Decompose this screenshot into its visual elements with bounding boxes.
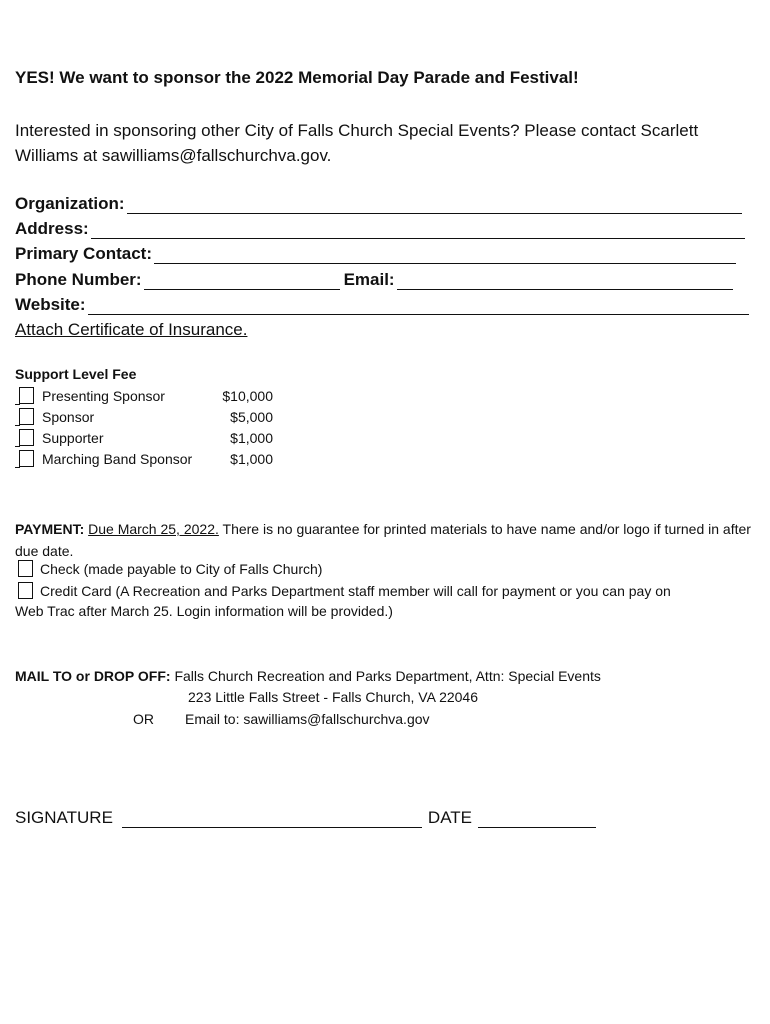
- payment-label: PAYMENT:: [15, 521, 85, 537]
- phone-email-row: [15, 270, 733, 290]
- signature-line[interactable]: [122, 811, 422, 828]
- level-name: Supporter: [42, 429, 104, 446]
- check-option-label: Check (made payable to City of Falls Church): [40, 560, 323, 577]
- credit-option-continued: Web Trac after March 25. Login information will be provided.): [15, 603, 393, 619]
- date-line[interactable]: [478, 811, 596, 828]
- payment-option-credit[interactable]: [15, 582, 671, 599]
- date-label: DATE: [427, 808, 472, 827]
- email-label: Email:: [343, 270, 395, 289]
- signature-label: SIGNATURE: [15, 808, 113, 827]
- form-title: YES! We want to sponsor the 2022 Memorial Day Parade and Festival!: [15, 68, 579, 87]
- organization-label: Organization:: [15, 194, 125, 213]
- address-line[interactable]: [91, 223, 745, 239]
- checkbox[interactable]: [18, 560, 33, 577]
- organization-line[interactable]: [127, 198, 742, 214]
- primary-contact-line[interactable]: [154, 248, 736, 264]
- level-fee: $10,000: [222, 387, 273, 404]
- support-level-header: Support Level Fee: [15, 366, 137, 382]
- mail-email: Email to: sawilliams@fallschurchva.gov: [185, 711, 430, 727]
- support-level-row[interactable]: [15, 429, 273, 446]
- address-field[interactable]: [15, 219, 745, 239]
- support-level-row[interactable]: [15, 450, 273, 467]
- mail-label: MAIL TO or DROP OFF:: [15, 668, 171, 684]
- payment-note: There is no guarantee for printed materials to have name and/or logo if turned in after due date.: [15, 521, 751, 559]
- payment-section: [15, 519, 760, 562]
- mail-or: OR: [133, 711, 154, 727]
- phone-line[interactable]: [144, 274, 340, 290]
- website-line[interactable]: [88, 299, 749, 315]
- support-level-row[interactable]: [15, 408, 273, 425]
- checkbox[interactable]: [19, 387, 34, 404]
- level-fee: $1,000: [230, 450, 273, 467]
- website-label: Website:: [15, 295, 86, 314]
- attach-insurance-link[interactable]: Attach Certificate of Insurance.: [15, 320, 248, 339]
- level-name: Presenting Sponsor: [42, 387, 165, 404]
- email-line[interactable]: [397, 274, 733, 290]
- support-level-row[interactable]: [15, 387, 273, 404]
- payment-option-check[interactable]: [15, 560, 322, 577]
- checkbox[interactable]: [19, 450, 34, 467]
- signature-row: [15, 808, 602, 828]
- checkbox[interactable]: [19, 408, 34, 425]
- level-name: Marching Band Sponsor: [42, 450, 193, 467]
- payment-due-date: Due March 25, 2022.: [88, 521, 219, 537]
- mail-address-2: 223 Little Falls Street - Falls Church, VA 22046: [188, 689, 478, 705]
- level-fee: $1,000: [230, 429, 273, 446]
- checkbox[interactable]: [19, 429, 34, 446]
- website-field[interactable]: [15, 295, 749, 315]
- level-name: Sponsor: [42, 408, 95, 425]
- primary-contact-label: Primary Contact:: [15, 244, 152, 263]
- level-fee: $5,000: [230, 408, 273, 425]
- intro-text: Interested in sponsoring other City of Falls Church Special Events? Please contact Scarlett Williams at sawilliams@fallschurchva.gov.: [15, 121, 699, 165]
- phone-label: Phone Number:: [15, 270, 142, 289]
- organization-field[interactable]: [15, 194, 742, 214]
- mail-line-1: [15, 668, 601, 684]
- mail-address-1: Falls Church Recreation and Parks Department, Attn: Special Events: [174, 668, 601, 684]
- primary-contact-field[interactable]: [15, 244, 736, 264]
- address-label: Address:: [15, 219, 89, 238]
- checkbox[interactable]: [18, 582, 33, 599]
- credit-option-label: Credit Card (A Recreation and Parks Department staff member will call for payment or you can pay on: [40, 582, 671, 599]
